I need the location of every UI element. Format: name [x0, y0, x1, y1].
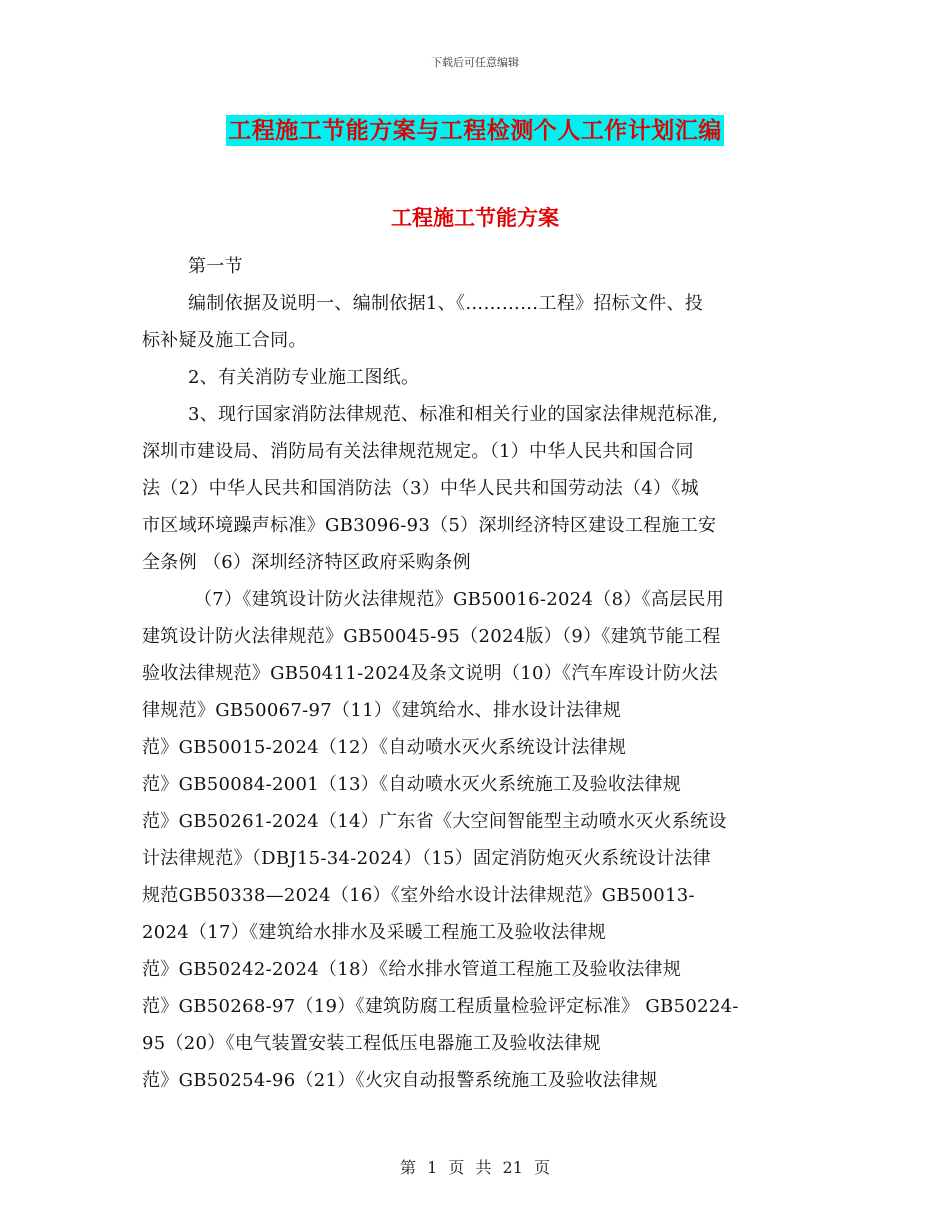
text-line: 范》GB50268-97（19）《建筑防腐工程质量检验评定标准》 GB50224-	[142, 996, 739, 1017]
text-line: 深圳市建设局、消防局有关法律规范规定。（1）中华人民共和国合同	[142, 441, 694, 462]
text-line: 标补疑及施工合同。	[142, 330, 307, 351]
text-line: 市区域环境躁声标准》GB3096-93（5）深圳经济特区建设工程施工安	[142, 515, 717, 536]
page-footer: 第 1 页 共 21 页	[400, 1158, 550, 1177]
text-line: 95（20）《电气装置安装工程低压电器施工及验收法律规	[142, 1033, 601, 1054]
section-title: 工程施工节能方案	[391, 205, 559, 230]
text-line: 范》GB50015-2024（12）《自动喷水灭火系统设计法律规	[142, 737, 627, 758]
body-text	[142, 248, 810, 1099]
text-line: 验收法律规范》GB50411-2024及条文说明（10）《汽车库设计防火法	[142, 663, 718, 684]
text-line: 范》GB50254-96（21）《火灾自动报警系统施工及验收法律规	[142, 1070, 658, 1091]
text-line: 编制依据及说明一、编制依据1、《…………工程》招标文件、投	[188, 293, 704, 314]
text-line: 法（2）中华人民共和国消防法（3）中华人民共和国劳动法（4）《城	[142, 478, 699, 499]
text-line: 2、有关消防专业施工图纸。	[188, 367, 420, 388]
text-line: 范》GB50242-2024（18）《给水排水管道工程施工及验收法律规	[142, 959, 682, 980]
text-line: 第一节	[188, 256, 243, 277]
text-line: 范》GB50261-2024（14）广东省《大空间智能型主动喷水灭火系统设	[142, 811, 727, 832]
text-line: 建筑设计防火法律规范》GB50045-95（2024版）（9）《建筑节能工程	[142, 626, 721, 647]
document-title-text: 工程施工节能方案与工程检测个人工作计划汇编	[228, 117, 722, 144]
text-line: 3、现行国家消防法律规范、标准和相关行业的国家法律规范标准,	[188, 404, 719, 425]
text-line: 全条例 （6）深圳经济特区政府采购条例	[142, 552, 471, 573]
text-line: （7）《建筑设计防火法律规范》GB50016-2024（8）《高层民用	[194, 589, 725, 610]
text-line: 2024（17）《建筑给水排水及采暖工程施工及验收法律规	[142, 922, 607, 943]
text-line: 规范GB50338—2024（16）《室外给水设计法律规范》GB50013-	[142, 885, 695, 906]
text-line: 律规范》GB50067-97（11）《建筑给水、排水设计法律规	[142, 700, 622, 721]
text-line: 计法律规范》（DBJ15-34-2024）（15）固定消防炮灭火系统设计法律	[142, 848, 711, 869]
page-header: 下载后可任意编辑	[431, 56, 519, 69]
text-line: 范》GB50084-2001（13）《自动喷水灭火系统施工及验收法律规	[142, 774, 682, 795]
document-title	[0, 112, 950, 145]
